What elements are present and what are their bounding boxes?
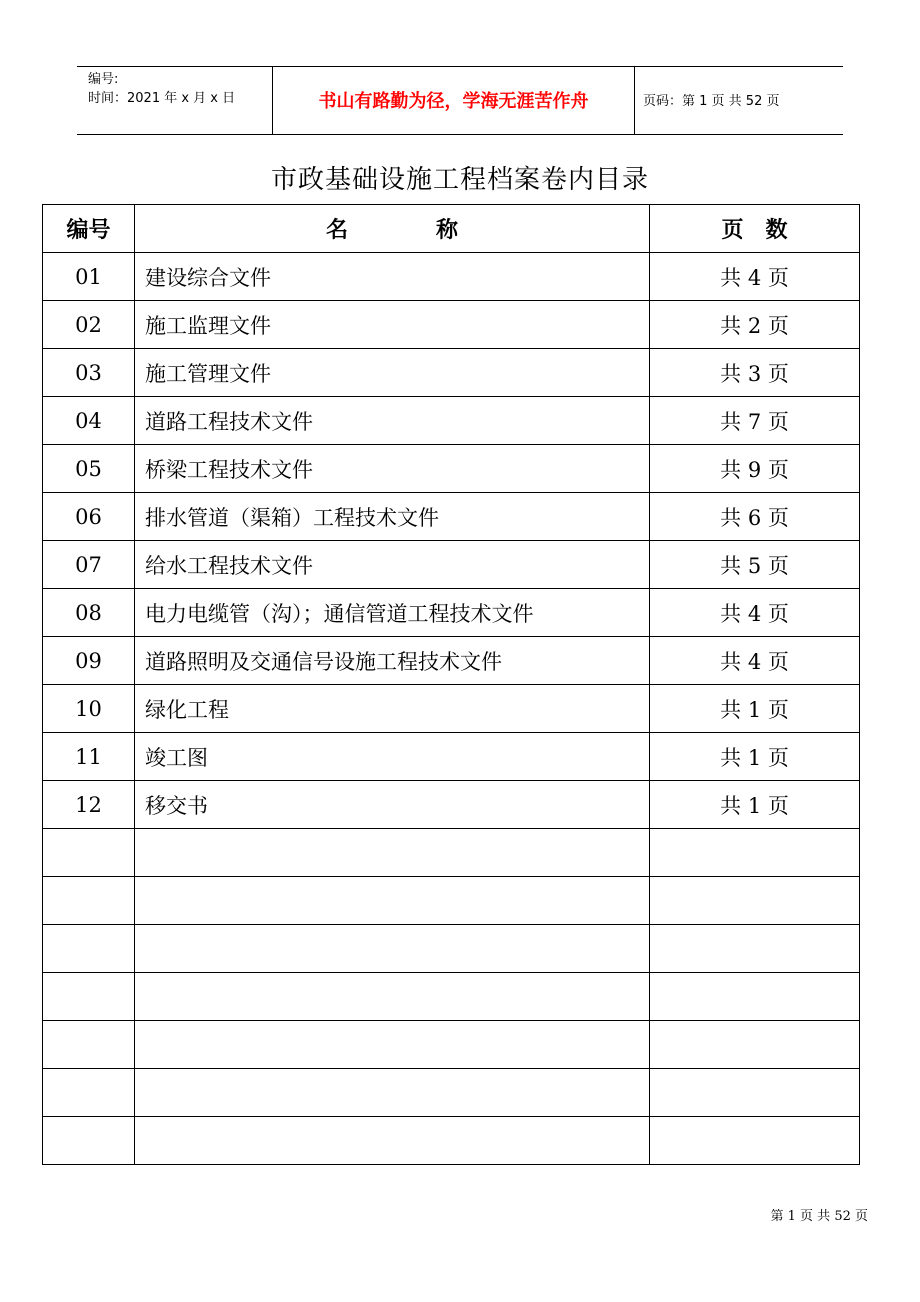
empty-table-row [43,1021,860,1069]
empty-cell [650,877,860,925]
empty-table-row [43,973,860,1021]
empty-cell [135,925,650,973]
cell-name: 道路照明及交通信号设施工程技术文件 [135,637,650,685]
empty-table-row [43,829,860,877]
empty-cell [135,829,650,877]
empty-cell [135,877,650,925]
cell-pages: 共 3 页 [650,349,860,397]
header-no: 编号 [43,205,135,253]
cell-no: 09 [43,637,135,685]
cell-no: 02 [43,301,135,349]
empty-cell [43,829,135,877]
cell-pages: 共 4 页 [650,253,860,301]
serial-label: 编号: [88,72,119,87]
table-row [43,733,860,781]
empty-cell [650,973,860,1021]
table-row [43,253,860,301]
cell-no: 06 [43,493,135,541]
cell-pages: 共 5 页 [650,541,860,589]
cell-pages: 共 4 页 [650,589,860,637]
table-row [43,493,860,541]
table-row [43,637,860,685]
page-header [77,66,843,135]
cell-name: 绿化工程 [135,685,650,733]
header-pages: 页 数 [650,205,860,253]
cell-pages: 共 1 页 [650,733,860,781]
table-row [43,445,860,493]
empty-cell [650,829,860,877]
header-motto: 书山有路勤为径，学海无涯苦作舟 [318,91,589,112]
cell-name: 排水管道（渠箱）工程技术文件 [135,493,650,541]
time-label: 时间：2021 年 x 月 x 日 [88,91,236,106]
cell-name: 电力电缆管（沟）；通信管道工程技术文件 [135,589,650,637]
cell-pages: 共 4 页 [650,637,860,685]
cell-pages: 共 7 页 [650,397,860,445]
page-footer: 第 1 页 共 52 页 [770,1209,868,1224]
empty-cell [43,1021,135,1069]
cell-pages: 共 1 页 [650,781,860,829]
empty-table-row [43,877,860,925]
table-header-row [43,205,860,253]
cell-name: 桥梁工程技术文件 [135,445,650,493]
cell-no: 12 [43,781,135,829]
header-divider [634,67,635,134]
table-body [43,253,860,1165]
empty-cell [43,925,135,973]
table-row [43,301,860,349]
empty-cell [43,1069,135,1117]
cell-no: 11 [43,733,135,781]
cell-pages: 共 2 页 [650,301,860,349]
cell-no: 10 [43,685,135,733]
empty-cell [43,877,135,925]
cell-no: 01 [43,253,135,301]
cell-name: 道路工程技术文件 [135,397,650,445]
cell-name: 移交书 [135,781,650,829]
empty-table-row [43,925,860,973]
cell-name: 施工管理文件 [135,349,650,397]
empty-cell [135,973,650,1021]
cell-no: 05 [43,445,135,493]
cell-name: 给水工程技术文件 [135,541,650,589]
document-title: 市政基础设施工程档案卷内目录 [270,165,649,195]
cell-pages: 共 1 页 [650,685,860,733]
empty-cell [650,1069,860,1117]
empty-table-row [43,1069,860,1117]
table-row [43,397,860,445]
empty-cell [135,1117,650,1165]
table-row [43,589,860,637]
header-page-code: 页码：第 1 页 共 52 页 [643,94,780,109]
empty-cell [43,1117,135,1165]
cell-pages: 共 9 页 [650,445,860,493]
empty-cell [650,1117,860,1165]
cell-no: 04 [43,397,135,445]
empty-cell [650,925,860,973]
cell-no: 08 [43,589,135,637]
cell-no: 07 [43,541,135,589]
cell-name: 建设综合文件 [135,253,650,301]
cell-pages: 共 6 页 [650,493,860,541]
table-row [43,781,860,829]
empty-cell [135,1021,650,1069]
cell-name: 竣工图 [135,733,650,781]
empty-cell [650,1021,860,1069]
header-name: 名 称 [135,205,650,253]
header-meta [88,70,235,108]
contents-table [42,204,860,1165]
empty-table-row [43,1117,860,1165]
cell-no: 03 [43,349,135,397]
cell-name: 施工监理文件 [135,301,650,349]
empty-cell [43,973,135,1021]
table-row [43,349,860,397]
table-row [43,685,860,733]
table-row [43,541,860,589]
empty-cell [135,1069,650,1117]
